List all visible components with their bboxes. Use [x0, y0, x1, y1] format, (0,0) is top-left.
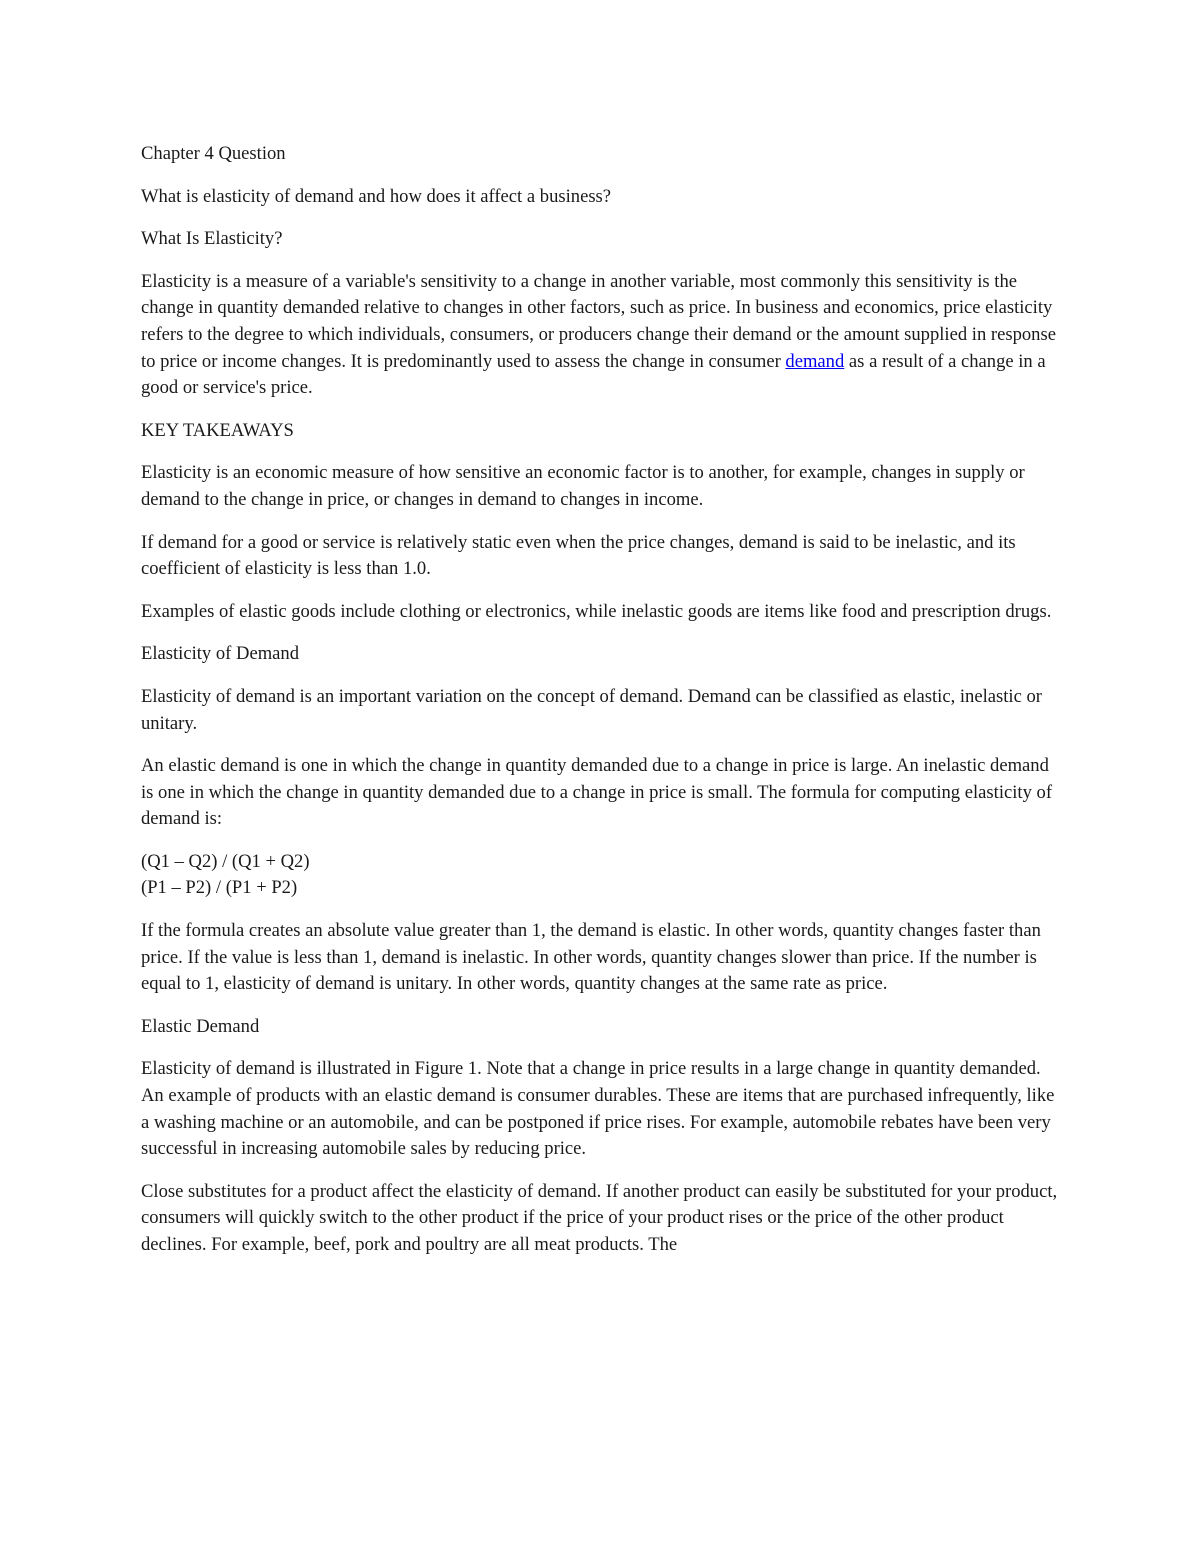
- formula-numerator: (Q1 – Q2) / (Q1 + Q2): [141, 850, 310, 872]
- takeaway-item: Elasticity is an economic measure of how sensitive an economic factor is to another, for example, changes in supply or demand to the change in price, or changes in demand to changes in income.: [141, 462, 1025, 510]
- document-page: [141, 141, 1061, 1275]
- section-heading-what-is-elasticity: What Is Elasticity?: [141, 228, 283, 250]
- document-title: Chapter 4 Question: [141, 143, 286, 164]
- elasticity-formula: [141, 849, 1061, 902]
- section-heading-elastic-demand: Elastic Demand: [141, 1015, 260, 1037]
- paragraph-formula-interpretation: If the formula creates an absolute value greater than 1, the demand is elastic. In other words, quantity changes faster than price. If the value is less than 1, demand is inelastic. In other words, quantity changes slower than price. If the number is equal to 1, elasticity of demand is unitary. In other words, quantity changes at the same rate as price.: [141, 920, 1041, 995]
- paragraph-demand-classification: Elasticity of demand is an important variation on the concept of demand. Demand can be classified as elastic, inelastic or unitary.: [141, 685, 1042, 734]
- paragraph-text: as a result of a change in a good or service's price.: [141, 350, 1046, 399]
- demand-link[interactable]: demand: [785, 350, 845, 372]
- section-heading-elasticity-of-demand: Elasticity of Demand: [141, 643, 300, 665]
- takeaway-item: If demand for a good or service is relatively static even when the price changes, demand is said to be inelastic, and its coefficient of elasticity is less than 1.0.: [141, 531, 1016, 580]
- paragraph-elastic-inelastic: An elastic demand is one in which the change in quantity demanded due to a change in price is large. An inelastic demand is one in which the change in quantity demanded due to a change in price is small. The formula for computing elasticity of demand is:: [141, 755, 1053, 830]
- key-takeaways-heading: KEY TAKEAWAYS: [141, 419, 294, 441]
- paragraph-figure-1: Elasticity of demand is illustrated in Figure 1. Note that a change in price results in a large change in quantity demanded. An example of products with an elastic demand is consumer durables. These are items that are purchased infrequently, like a washing machine or an automobile, and can be postponed if price rises. For example, automobile rebates have been very successful in increasing automobile sales by reducing price.: [141, 1058, 1055, 1160]
- question-text: What is elasticity of demand and how does it affect a business?: [141, 185, 612, 207]
- formula-denominator: (P1 – P2) / (P1 + P2): [141, 877, 298, 899]
- paragraph-close-substitutes: Close substitutes for a product affect the elasticity of demand. If another product can easily be substituted for your product, consumers will quickly switch to the other product if the price of your product rises or the price of the other product declines. For example, beef, pork and poultry are all meat products. The: [141, 1180, 1058, 1255]
- paragraph-text: Elasticity is a measure of a variable's sensitivity to a change in another variable, most commonly this sensitivity is the change in quantity demanded relative to changes in other factors, such as price. In business and economics, price elasticity refers to the degree to which individuals, consumers, or producers change their demand or the amount supplied in response to price or income changes. It is predominantly used to assess the change in consumer: [141, 270, 1056, 372]
- paragraph-elasticity-definition: [141, 269, 1061, 402]
- takeaway-item: Examples of elastic goods include clothing or electronics, while inelastic goods are items like food and prescription drugs.: [141, 600, 1052, 622]
